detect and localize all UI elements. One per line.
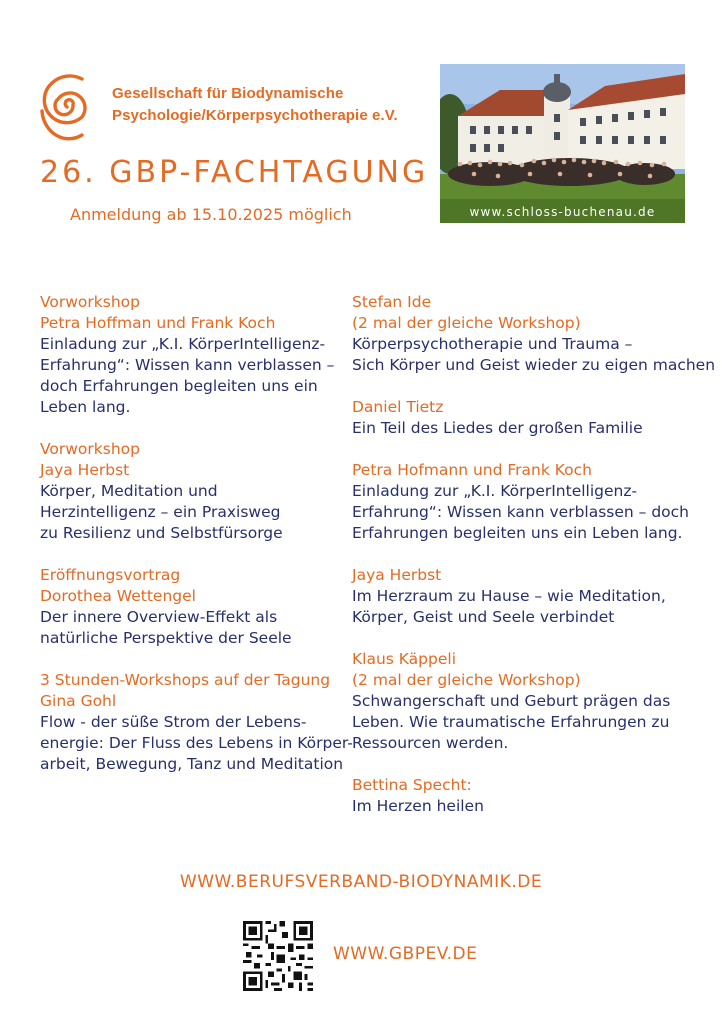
entry-speaker: Petra Hoffman und Frank Koch: [40, 314, 276, 332]
entry-title-line: Erfahrung“: Wissen kann verblassen – doch: [352, 503, 689, 521]
entry-title-line: doch Erfahrungen begleiten uns ein: [40, 377, 318, 395]
spiral-logo-icon: [36, 67, 102, 143]
photo-caption-url: www.schloss-buchenau.de: [469, 205, 656, 219]
entry-speaker: Jaya Herbst: [40, 461, 130, 479]
entry-title-line: Erfahrung“: Wissen kann verblassen –: [40, 356, 335, 374]
entry-title-line: Körper, Geist und Seele verbindet: [352, 608, 615, 626]
castle-group-photo: [440, 64, 685, 223]
entry-title-line: Erfahrungen begleiten uns ein Leben lang.: [352, 524, 683, 542]
entry-title-line: Körperpsychotherapie und Trauma –: [352, 335, 633, 353]
entry-title-line: energie: Der Fluss des Lebens in Körper-: [40, 734, 353, 752]
website-link-berufsverband[interactable]: WWW.BERUFSVERBAND-BIODYNAMIK.DE: [179, 872, 543, 892]
page-title: 26. GBP-FACHTAGUNG: [40, 155, 429, 190]
entry-label: Vorworkshop: [40, 293, 140, 311]
program-entry: [352, 292, 716, 376]
entry-title-line: Sich Körper und Geist wieder zu eigen machen: [352, 356, 716, 374]
program-entry: [40, 565, 340, 649]
program-entry: [352, 397, 697, 439]
entry-label: Vorworkshop: [40, 440, 140, 458]
entry-title-line: Ressourcen werden.: [352, 734, 509, 752]
program-entry: [40, 439, 340, 544]
entry-label: Eröffnungsvortrag: [40, 566, 181, 584]
entry-note: (2 mal der gleiche Workshop): [352, 314, 581, 332]
organization-name: [112, 83, 432, 127]
entry-title-line: Einladung zur „K.I. KörperIntelligenz-: [352, 482, 638, 500]
program-entry: [40, 670, 353, 775]
entry-speaker: Daniel Tietz: [352, 398, 444, 416]
entry-title-line: Im Herzraum zu Hause – wie Meditation,: [352, 587, 666, 605]
entry-title-line: Schwangerschaft und Geburt prägen das: [352, 692, 671, 710]
entry-title-line: Leben lang.: [40, 398, 131, 416]
entry-title-line: Im Herzen heilen: [352, 797, 484, 815]
entry-speaker: Klaus Käppeli: [352, 650, 457, 668]
entry-title-line: Der innere Overview-Effekt als: [40, 608, 278, 626]
entry-title-line: Körper, Meditation und: [40, 482, 218, 500]
entry-speaker: Dorothea Wettengel: [40, 587, 196, 605]
program-entry: [352, 565, 697, 628]
program-entry: [40, 292, 340, 418]
entry-speaker: Stefan Ide: [352, 293, 432, 311]
program-right-column: [352, 292, 716, 838]
entry-label: 3 Stunden-Workshops auf der Tagung: [40, 671, 331, 689]
org-line-2: Psychologie/Körperpsychotherapie e.V.: [112, 107, 398, 124]
qr-code-icon: [243, 921, 313, 991]
entry-title-line: Leben. Wie traumatische Erfahrungen zu: [352, 713, 670, 731]
entry-title-line: Einladung zur „K.I. KörperIntelligenz-: [40, 335, 326, 353]
entry-title-line: Flow - der süße Strom der Lebens-: [40, 713, 307, 731]
entry-title-line: natürliche Perspektive der Seele: [40, 629, 292, 647]
program-entry: [352, 775, 697, 817]
entry-speaker: Bettina Specht:: [352, 776, 472, 794]
entry-speaker: Gina Gohl: [40, 692, 117, 710]
entry-speaker: Petra Hofmann und Frank Koch: [352, 461, 592, 479]
program-entry: [352, 460, 697, 544]
program-left-column: [40, 292, 353, 796]
org-line-1: Gesellschaft für Biodynamische: [112, 85, 344, 102]
entry-title-line: zu Resilienz und Selbstfürsorge: [40, 524, 283, 542]
program-entry: [352, 649, 697, 754]
registration-notice: Anmeldung ab 15.10.2025 möglich: [70, 205, 352, 224]
entry-note: (2 mal der gleiche Workshop): [352, 671, 581, 689]
entry-speaker: Jaya Herbst: [352, 566, 442, 584]
entry-title-line: arbeit, Bewegung, Tanz und Meditation: [40, 755, 344, 773]
entry-title-line: Herzintelligenz – ein Praxisweg: [40, 503, 281, 521]
entry-title-line: Ein Teil des Liedes der großen Familie: [352, 419, 643, 437]
website-link-gbpev[interactable]: WWW.GBPEV.DE: [333, 944, 478, 964]
